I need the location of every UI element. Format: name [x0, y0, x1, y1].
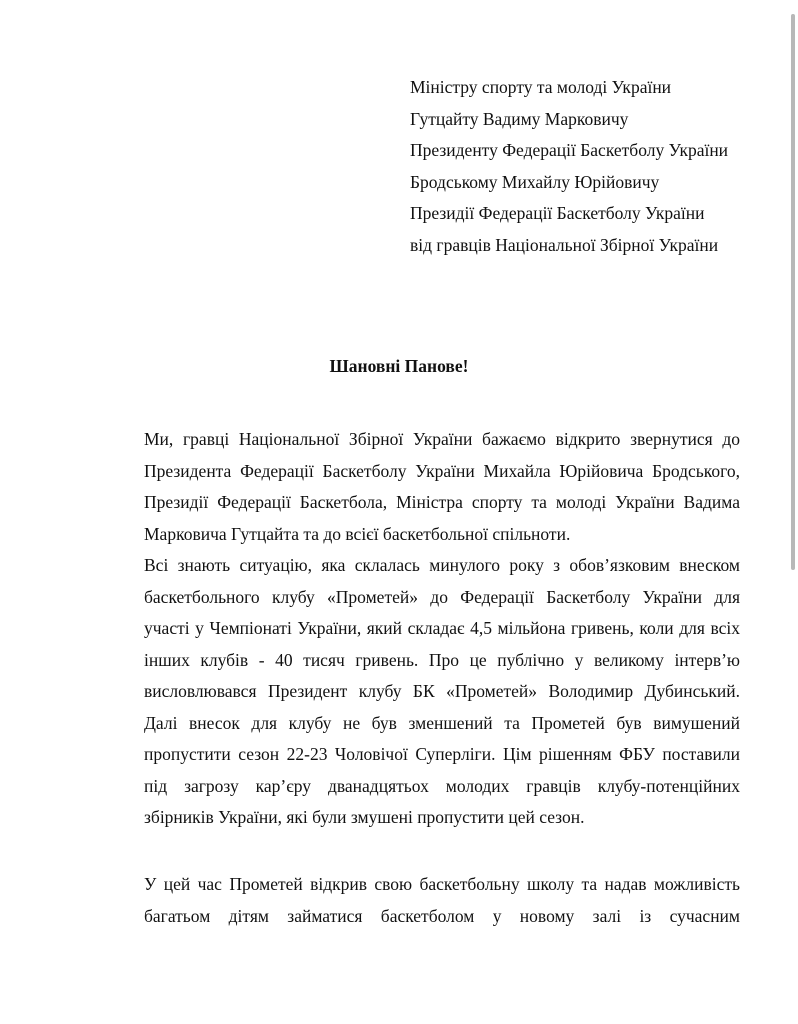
- body-line: участі у Чемпіонаті України, який складає 4,5 мільйона гривень, коли для всіх: [144, 618, 740, 638]
- body-line: збірників України, які були змушені пропустити цей сезон.: [144, 807, 585, 827]
- body-line: Президента Федерації Баскетболу України Михайла Юрійовича Бродського,: [144, 460, 740, 481]
- vertical-scrollbar[interactable]: [791, 14, 795, 570]
- addressee-line: від гравців Національної Збірної України: [410, 234, 719, 255]
- addressee-line: Міністру спорту та молоді України: [410, 77, 672, 97]
- addressee-line: Гутцайту Вадиму Марковичу: [410, 108, 629, 129]
- body-line: Всі знають ситуацію, яка склалась минулого року з обов’язковим внеском: [144, 555, 740, 575]
- body-line: пропустити сезон 22-23 Чоловічої Суперліги. Цім рішенням ФБУ поставили: [144, 744, 740, 764]
- body-line: Марковича Гутцайта та до всієї баскетбольної спільноти.: [144, 523, 571, 544]
- addressee-line: Бродському Михайлу Юрійовичу: [410, 171, 660, 192]
- addressee-line: Президенту Федерації Баскетболу України: [410, 140, 729, 160]
- addressee-line: Президії Федерації Баскетболу України: [410, 203, 705, 223]
- body-line: інших клубів - 40 тисяч гривень. Про це публічно у великому інтерв’ю: [144, 649, 740, 670]
- body-line: Ми, гравці Національної Збірної України бажаємо відкрито звернутися до: [144, 429, 740, 449]
- body-paragraph-2: [144, 869, 740, 932]
- addressee-block: [410, 72, 790, 261]
- body-paragraph-1: [144, 424, 740, 834]
- body-line: висловлювався Президент клубу БК «Прометей» Володимир Дубинський.: [144, 681, 740, 701]
- body-line: баскетбольного клубу «Прометей» до Федерації Баскетболу України для: [144, 586, 740, 607]
- body-line: Далі внесок для клубу не був зменшений та Прометей був вимушений: [144, 712, 740, 733]
- body-line: У цей час Прометей відкрив свою баскетбольну школу та надав можливість: [144, 874, 740, 894]
- body-line: під загрозу кар’єру дванадцятьох молодих гравців клубу-потенційних: [144, 775, 740, 796]
- body-line: багатьом дітям займатися баскетболом у новому залі із сучасним: [144, 905, 740, 926]
- greeting-heading: Шановні Панове!: [329, 356, 469, 376]
- body-line: Президії Федерації Баскетбола, Міністра спорту та молоді України Вадима: [144, 492, 740, 512]
